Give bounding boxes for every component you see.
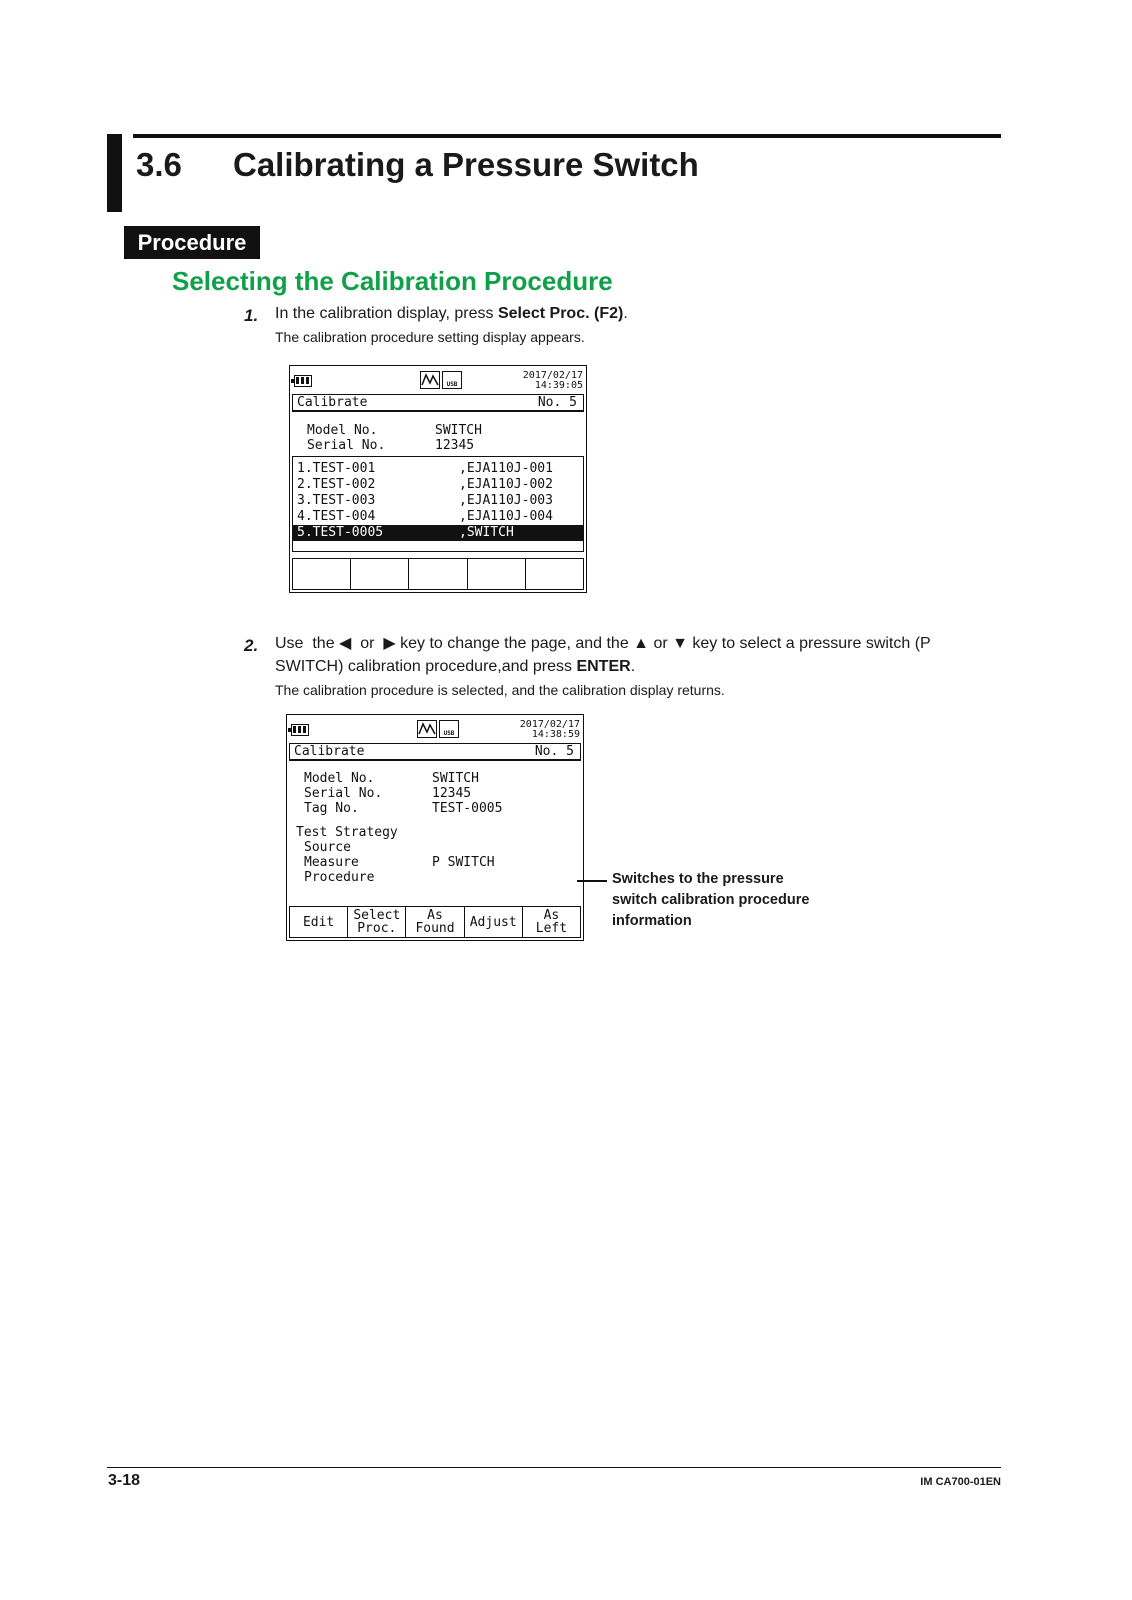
section-number: 3.6 xyxy=(136,146,182,183)
f4-key[interactable] xyxy=(467,559,525,589)
step2-number: 2. xyxy=(244,636,259,655)
battery-icon xyxy=(291,724,309,736)
model-value: SWITCH xyxy=(432,771,479,786)
select-proc-key[interactable]: Select Proc. xyxy=(347,907,405,937)
datetime: 2017/02/17 14:39:05 xyxy=(522,370,583,391)
f2-key[interactable] xyxy=(350,559,408,589)
step2-line2: SWITCH) calibration procedure,and press ENTER. xyxy=(275,658,636,675)
model-label: Model No. xyxy=(304,771,375,786)
measure-label: Measure xyxy=(304,855,359,870)
footer-rule xyxy=(107,1467,1001,1468)
screen-title: Calibrate xyxy=(294,744,365,759)
as-found-key[interactable]: As Found xyxy=(405,907,463,937)
step1-number: 1. xyxy=(244,306,259,325)
screen-titlebar xyxy=(292,394,584,412)
serial-value: 12345 xyxy=(435,438,475,453)
callout-line xyxy=(577,880,607,882)
calibrate-screen-2 xyxy=(286,714,584,941)
usb-icon: USB xyxy=(442,371,462,389)
calibrate-screen-1 xyxy=(289,365,587,593)
section-bar xyxy=(107,134,122,212)
procedure-label: Procedure xyxy=(304,870,375,885)
section-title: Calibrating a Pressure Switch xyxy=(233,146,699,183)
f3-key[interactable] xyxy=(408,559,466,589)
adjust-key[interactable]: Adjust xyxy=(464,907,522,937)
function-keys xyxy=(292,558,584,590)
section-rule xyxy=(133,134,1001,138)
step1-text: In the calibration display, press Select Proc. (F2). xyxy=(275,305,628,322)
screen-titlebar xyxy=(289,743,581,761)
serial-label: Serial No. xyxy=(304,786,383,801)
callout-text: Switches to the pressure switch calibration procedure information xyxy=(612,871,810,929)
list-item[interactable]: 4.TEST-004 ,EJA110J-004 xyxy=(297,509,553,524)
as-left-key[interactable]: As Left xyxy=(522,907,580,937)
tag-label: Tag No. xyxy=(304,801,359,816)
list-item-selected[interactable]: 5.TEST-0005 ,SWITCH xyxy=(293,525,583,541)
model-value: SWITCH xyxy=(435,423,482,438)
strategy-label: Test Strategy xyxy=(296,825,398,840)
model-label: Model No. xyxy=(307,423,378,438)
battery-icon xyxy=(294,375,312,387)
source-label: Source xyxy=(304,840,351,855)
screen-number: No. 5 xyxy=(537,395,577,410)
wave-icon xyxy=(417,720,437,738)
status-bar xyxy=(290,366,586,396)
measure-value: P SWITCH xyxy=(432,855,495,870)
step2-line1: Use the ◀ or ▶ key to change the page, and the ▲ or ▼ key to select a pressure switch (P xyxy=(275,635,931,652)
usb-icon: USB xyxy=(439,720,459,738)
status-bar xyxy=(287,715,583,745)
tag-value: TEST-0005 xyxy=(432,801,503,816)
list-item[interactable]: 1.TEST-001 ,EJA110J-001 xyxy=(297,461,553,476)
datetime: 2017/02/17 14:38:59 xyxy=(519,719,580,740)
function-keys xyxy=(289,906,581,938)
list-item[interactable]: 2.TEST-002 ,EJA110J-002 xyxy=(297,477,553,492)
list-item[interactable]: 3.TEST-003 ,EJA110J-003 xyxy=(297,493,553,508)
document-id: IM CA700-01EN xyxy=(920,1476,1001,1488)
procedure-list[interactable] xyxy=(292,456,584,552)
serial-value: 12345 xyxy=(432,786,472,801)
page-number: 3-18 xyxy=(108,1472,141,1489)
wave-icon xyxy=(420,371,440,389)
edit-key[interactable]: Edit xyxy=(302,914,335,930)
procedure-badge: Procedure xyxy=(124,226,260,259)
step1-subtext: The calibration procedure setting display appears. xyxy=(275,329,585,345)
step2-subtext: The calibration procedure is selected, and the calibration display returns. xyxy=(275,682,725,698)
screen-title: Calibrate xyxy=(297,395,368,410)
screen-number: No. 5 xyxy=(534,744,574,759)
f5-key[interactable] xyxy=(525,559,583,589)
f1-key[interactable] xyxy=(293,559,350,589)
subheading: Selecting the Calibration Procedure xyxy=(172,266,613,296)
serial-label: Serial No. xyxy=(307,438,386,453)
